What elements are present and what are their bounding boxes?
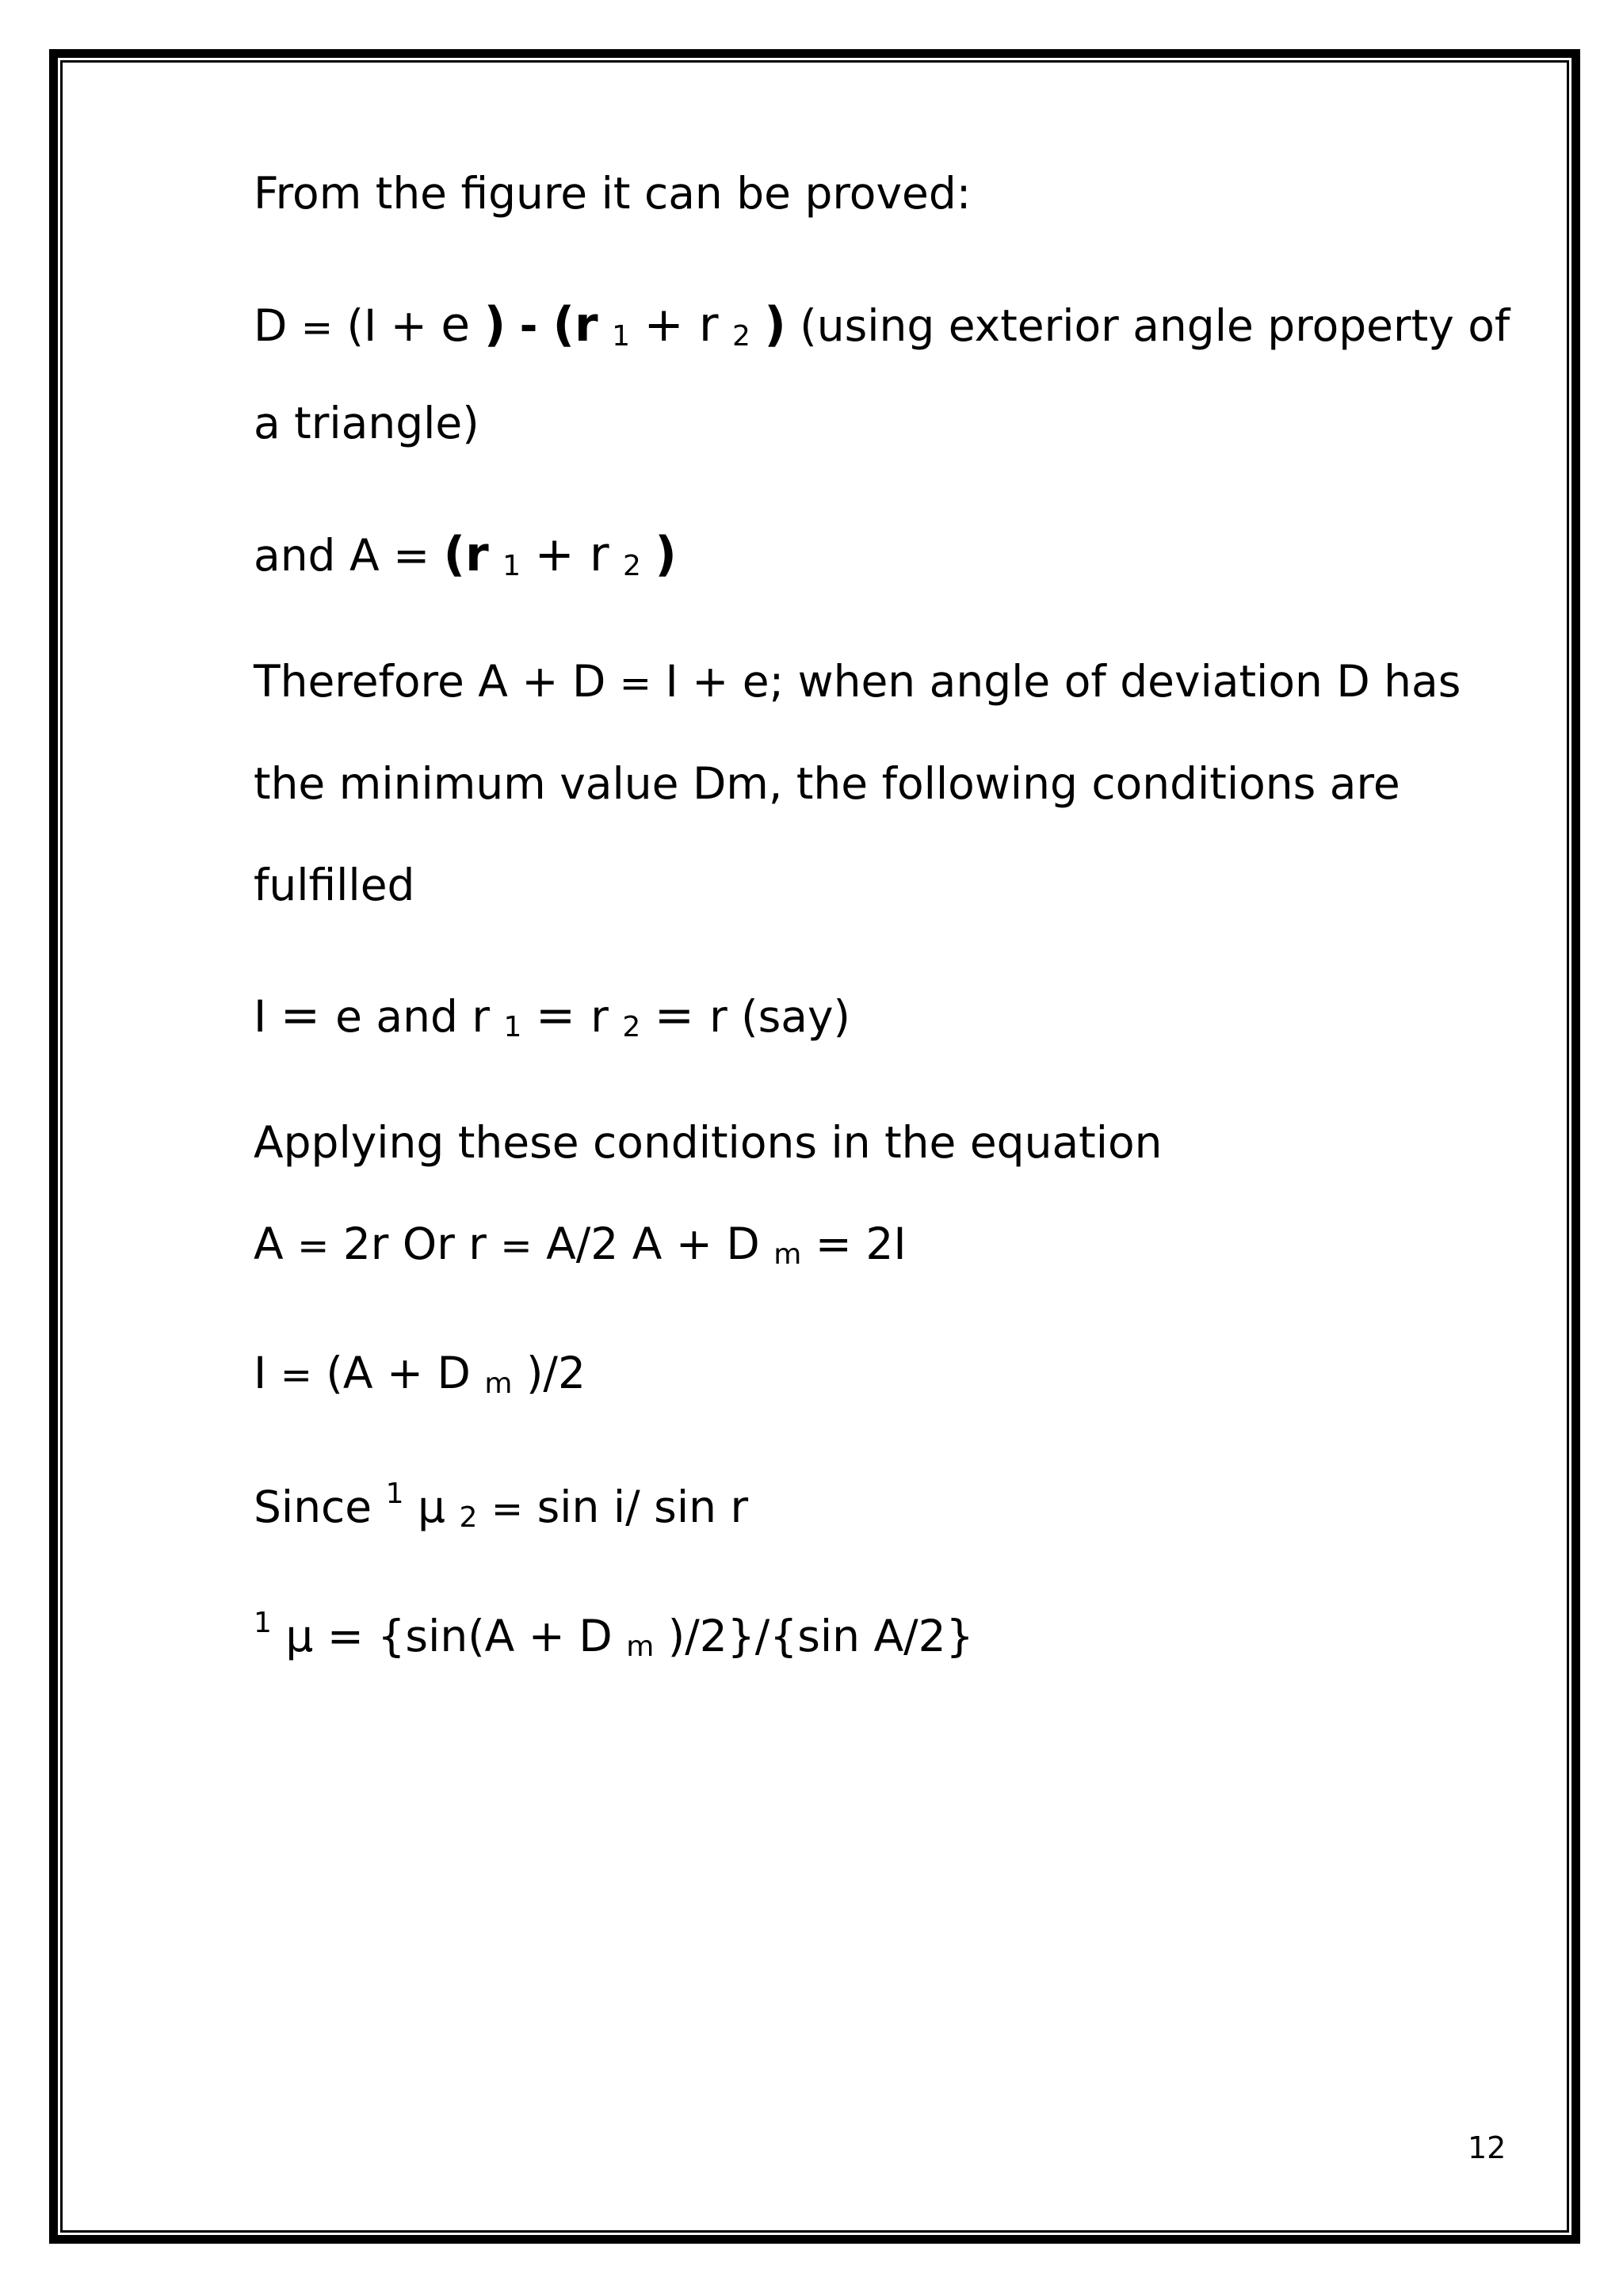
formula-text: A/2 A + D <box>546 1219 760 1269</box>
formula-text: (r <box>552 297 598 353</box>
formula-text: ) <box>764 297 786 353</box>
deviation-continued-line: a triangle) <box>254 398 479 448</box>
mu-symbol: μ <box>418 1482 446 1532</box>
equals-sign: = <box>491 1487 524 1531</box>
mu-formula-line <box>254 1609 974 1661</box>
therefore-line-1 <box>254 656 1461 707</box>
formula-text: (A + D <box>326 1348 471 1398</box>
superscript: 1 <box>254 1607 272 1639</box>
formula-note: (using exterior angle property of <box>800 300 1510 351</box>
formula-text: Since <box>254 1482 386 1532</box>
formula-text: - <box>519 300 553 351</box>
body-text: the following conditions are <box>796 758 1400 809</box>
subscript: m <box>626 1630 655 1663</box>
formula-text: sin i/ sin r <box>537 1482 749 1532</box>
formula-text: r (say) <box>709 991 850 1042</box>
page-number: 12 <box>1468 2130 1507 2165</box>
formula-text: + r <box>534 527 609 582</box>
applying-line: Applying these conditions in the equation <box>254 1117 1163 1168</box>
since-line <box>254 1480 748 1532</box>
formula-text: )/2}/{sin A/2} <box>667 1611 974 1661</box>
body-text: the minimum value <box>254 758 693 809</box>
formula-text: e <box>441 297 471 353</box>
subscript: 1 <box>502 550 521 582</box>
therefore-line-3: fulfilled <box>254 860 415 910</box>
subscript: m <box>484 1367 513 1400</box>
formula-text: ) <box>483 297 506 353</box>
formula-text: e and r <box>335 991 490 1042</box>
equals-sign: = <box>500 1224 533 1268</box>
equation-i-line <box>254 1348 586 1400</box>
angle-formula-line <box>254 527 677 582</box>
formula-text: I <box>254 1348 281 1398</box>
formula-text: (I + <box>346 300 441 351</box>
body-text: I + e; when angle of deviation D has <box>665 656 1461 707</box>
formula-text: I <box>254 991 267 1042</box>
equals-sign: = <box>280 988 336 1043</box>
subscript: 1 <box>612 320 630 353</box>
formula-text: and A = <box>254 530 444 581</box>
dm-symbol: Dm, <box>692 758 783 809</box>
equals-sign: = <box>619 662 651 706</box>
formula-text: ) <box>655 527 677 582</box>
equals-sign: = <box>297 1224 330 1268</box>
subscript: 2 <box>731 320 750 353</box>
formula-text: (r <box>443 527 489 582</box>
therefore-line-2 <box>254 758 1400 809</box>
subscript: 2 <box>459 1501 478 1534</box>
equals-sign: = <box>535 988 591 1043</box>
formula-text: μ = {sin(A + D <box>285 1611 613 1661</box>
intro-line: From the figure it can be proved: <box>254 168 972 219</box>
equals-sign: = <box>280 1353 312 1398</box>
conditions-line <box>254 988 850 1043</box>
formula-text: + r <box>643 297 719 353</box>
subscript: 2 <box>622 1011 641 1043</box>
deviation-formula-line <box>254 297 1510 353</box>
formula-text: D <box>254 300 288 351</box>
formula-text: A <box>254 1219 298 1269</box>
formula-text: 2r Or r <box>342 1219 501 1269</box>
body-text: Therefore A + D <box>254 656 620 707</box>
equals-sign: = <box>300 306 334 350</box>
subscript: m <box>773 1238 802 1271</box>
subscript: 1 <box>503 1011 522 1043</box>
formula-text: r <box>590 991 609 1042</box>
formula-text: = 2I <box>815 1219 907 1269</box>
equals-sign: = <box>654 988 710 1043</box>
superscript: 1 <box>385 1478 404 1510</box>
formula-text: )/2 <box>525 1348 586 1398</box>
equation-a-line <box>254 1219 907 1271</box>
subscript: 2 <box>623 550 641 582</box>
